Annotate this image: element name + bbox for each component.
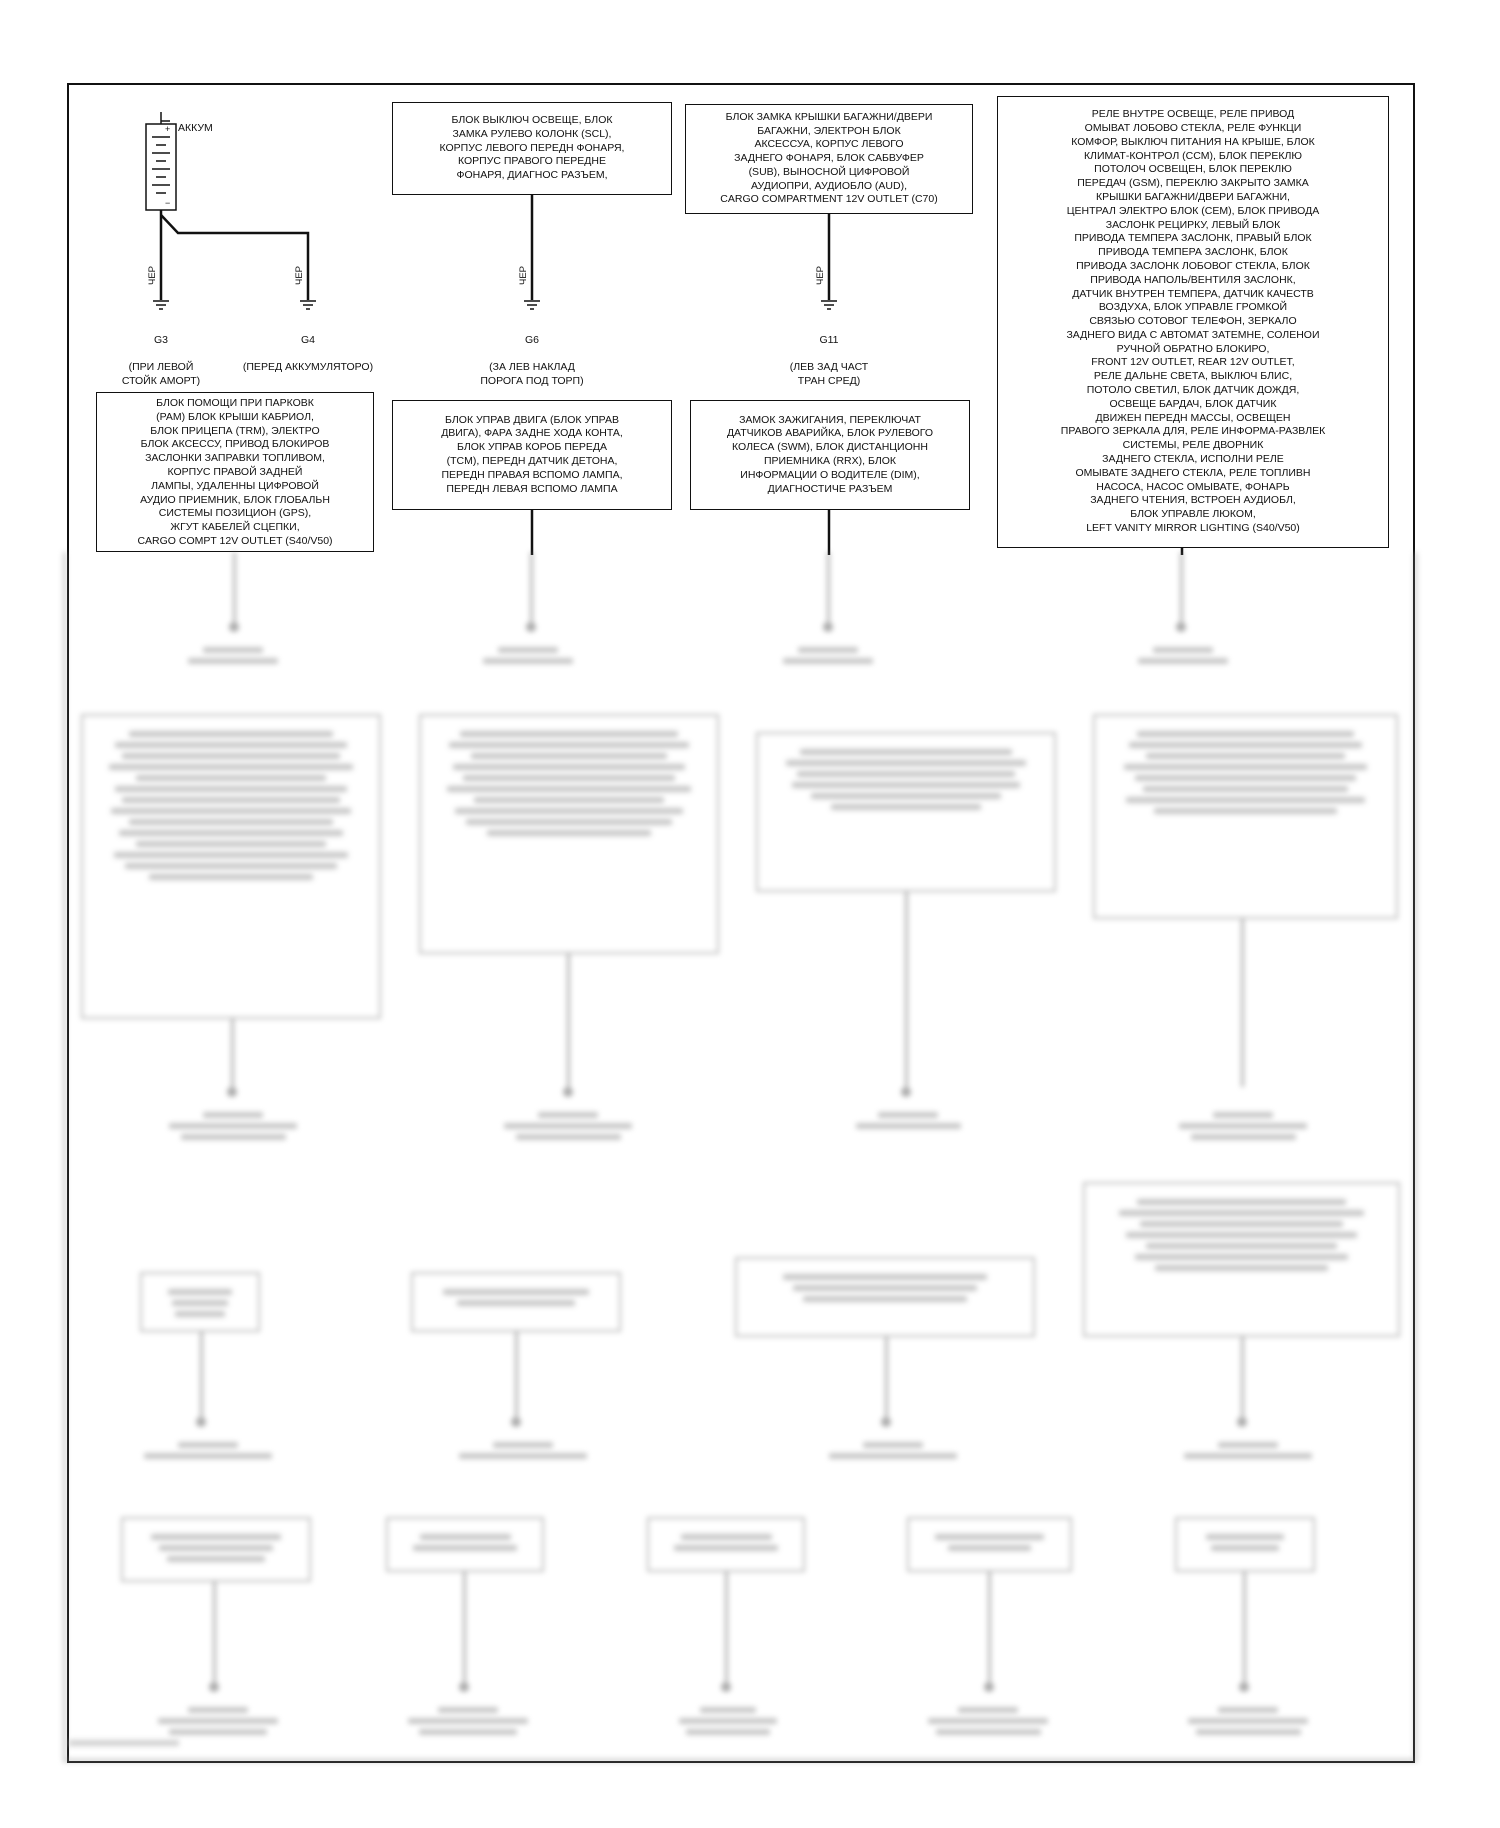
battery-plus-sign: + — [165, 124, 171, 134]
ground-id: G11 — [819, 333, 839, 346]
ground-g3-caption — [100, 320, 222, 403]
ground-id: G3 — [153, 333, 168, 346]
ground-location: (ЛЕВ ЗАД ЧАСТ ТРАН СРЕД) — [789, 361, 869, 388]
ground-id: G6 — [524, 333, 539, 346]
battery-label: АККУМ — [178, 122, 213, 134]
wire-color-label: ЧЕР — [147, 265, 159, 286]
ground-location: (ПРИ ЛЕВОЙ СТОЙК АМОРТ) — [121, 361, 201, 388]
wire-color-label: ЧЕР — [518, 265, 530, 286]
component-box-row2-1: БЛОК ПОМОЩИ ПРИ ПАРКОВК (PAM) БЛОК КРЫШИ КАБРИОЛ, БЛОК ПРИЦЕПА (TRM), ЭЛЕКТРО БЛОК АКСЕССУ, ПРИВОД БЛОКИРОВ ЗАСЛОНКИ ЗАПРАВКИ ТОПЛИВОМ, КОРПУС ПРАВОЙ ЗАДНЕЙ ЛАМПЫ, УДАЛЕННЫ ЦИФРОВОЙ АУДИО ПРИЕМНИК, БЛОК ГЛОБАЛЬН СИСТЕМЫ ПОЗИЦИОН (GPS), ЖГУТ КАБЕЛЕЙ СЦЕПКИ, CARGO COMPT 12V OUTLET (S40/V50) — [96, 392, 374, 552]
ground-g4-caption — [226, 320, 390, 389]
wire-color-label: ЧЕР — [815, 265, 827, 286]
ground-location: (ПЕРЕД АККУМУЛЯТОРО) — [242, 361, 374, 374]
ground-location: (ЗА ЛЕВ НАКЛАД ПОРОГА ПОД ТОРП) — [480, 361, 584, 388]
component-box-row2-2: БЛОК УПРАВ ДВИГА (БЛОК УПРАВ ДВИГА), ФАРА ЗАДНЕ ХОДА КОНТА, БЛОК УПРАВ КОРОБ ПЕРЕДА (TCM), ПЕРЕДН ДАТЧИК ДЕТОНА, ПЕРЕДН ПРАВАЯ ВСПОМО ЛАМПА, ПЕРЕДН ЛЕВАЯ ВСПОМО ЛАМПА — [392, 400, 672, 510]
component-box-g6: БЛОК ВЫКЛЮЧ ОСВЕЩЕ, БЛОК ЗАМКА РУЛЕВО КОЛОНК (SCL), КОРПУС ЛЕВОГО ПЕРЕДН ФОНАРЯ, КОРПУС ПРАВОГО ПЕРЕДНЕ ФОНАРЯ, ДИАГНОС РАЗЪЕМ, — [392, 102, 672, 195]
battery-symbol — [146, 112, 176, 210]
ground-g6-caption — [460, 320, 604, 403]
ground-symbols — [153, 301, 837, 309]
component-box-g11: БЛОК ЗАМКА КРЫШКИ БАГАЖНИ/ДВЕРИ БАГАЖНИ, ЭЛЕКТРОН БЛОК АКСЕССУА, КОРПУС ЛЕВОГО ЗАДНЕГО ФОНАРЯ, БЛОК САБВУФЕР (SUB), ВЫНОСНОЙ ЦИФРОВОЙ АУДИОПРИ, АУДИОБЛО (AUD), CARGO COMPARTMENT 12V OUTLET (C70) — [685, 104, 973, 214]
component-box-row2-3: ЗАМОК ЗАЖИГАНИЯ, ПЕРЕКЛЮЧАТ ДАТЧИКОВ АВАРИЙКА, БЛОК РУЛЕВОГО КОЛЕСА (SWM), БЛОК ДИСТАНЦИОНН ПРИЕМНИКА (RRX), БЛОК ИНФОРМАЦИИ О ВОДИТЕЛЕ (DIM), ДИАГНОСТИЧЕ РАЗЪЕМ — [690, 400, 970, 510]
ground-g11-caption — [769, 320, 889, 403]
wire-color-label: ЧЕР — [294, 265, 306, 286]
blurred-diagram-region — [63, 552, 1420, 1767]
ground-id: G4 — [300, 333, 315, 346]
battery-minus-sign: − — [165, 198, 171, 208]
component-box-right: РЕЛЕ ВНУТРЕ ОСВЕЩЕ, РЕЛЕ ПРИВОД ОМЫВАТ ЛОБОВО СТЕКЛА, РЕЛЕ ФУНКЦИ КОМФОР, ВЫКЛЮЧ ПИТАНИЯ НА КРЫШЕ, БЛОК КЛИМАТ-КОНТРОЛ (CCM), БЛОК ПЕРЕКЛЮ ПОТОЛОЧ ОСВЕЩЕН, БЛОК ПЕРЕКЛЮ ПЕРЕДАЧ (GSM), ПЕРЕКЛЮ ЗАКРЫТО ЗАМКА КРЫШКИ БАГАЖНИ/ДВЕРИ БАГАЖНИ, ЦЕНТРАЛ ЭЛЕКТРО БЛОК (CEM), БЛОК ПРИВОДА ЗАСЛОНК РЕЦИРКУ, ЛЕВЫЙ БЛОК ПРИВОДА ТЕМПЕРА ЗАСЛОНК, ПРАВЫЙ БЛОК ПРИВОДА ТЕМПЕРА ЗАСЛОНК, БЛОК ПРИВОДА ЗАСЛОНК ЛОБОВОГ СТЕКЛА, БЛОК ПРИВОДА НАПОЛЬ/ВЕНТИЛЯ ЗАСЛОНК, ДАТЧИК ВНУТРЕН ТЕМПЕРА, ДАТЧИК КАЧЕСТВ ВОЗДУХА, БЛОК УПРАВЛЕ ГРОМКОЙ СВЯЗЬЮ СОТОВОГ ТЕЛЕФОН, ЗЕРКАЛО ЗАДНЕГО ВИДА С АВТОМАТ ЗАТЕМНЕ, СОЛЕНОИ РУЧНОЙ ОБРАТНО БЛОКИРО, FRONT 12V OUTLET, REAR 12V OUTLET, РЕЛЕ ДАЛЬНЕ СВЕТА, ВЫКЛЮЧ БЛИС, ПОТОЛО СВЕТИЛ, БЛОК ДАТЧИК ДОЖДЯ, ОСВЕЩЕ БАРДАЧ, БЛОК ДАТЧИК ДВИЖЕН ПЕРЕДН МАССЫ, ОСВЕЩЕН ПРАВОГО ЗЕРКАЛА ДЛЯ, РЕЛЕ ИНФОРМА-РАЗВЛЕК СИСТЕМЫ, РЕЛЕ ДВОРНИК ЗАДНЕГО СТЕКЛА, ИСПОЛНИ РЕЛЕ ОМЫВАТЕ ЗАДНЕГО СТЕКЛА, РЕЛЕ ТОПЛИВН НАСОСА, НАСОС ОМЫВАТЕ, ФОНАРЬ ЗАДНЕГО ЧТЕНИЯ, ВСТРОЕН АУДИОБЛ, БЛОК УПРАВЛЕ ЛЮКОМ, LEFT VANITY MIRROR LIGHTING (S40/V50) — [997, 96, 1389, 548]
